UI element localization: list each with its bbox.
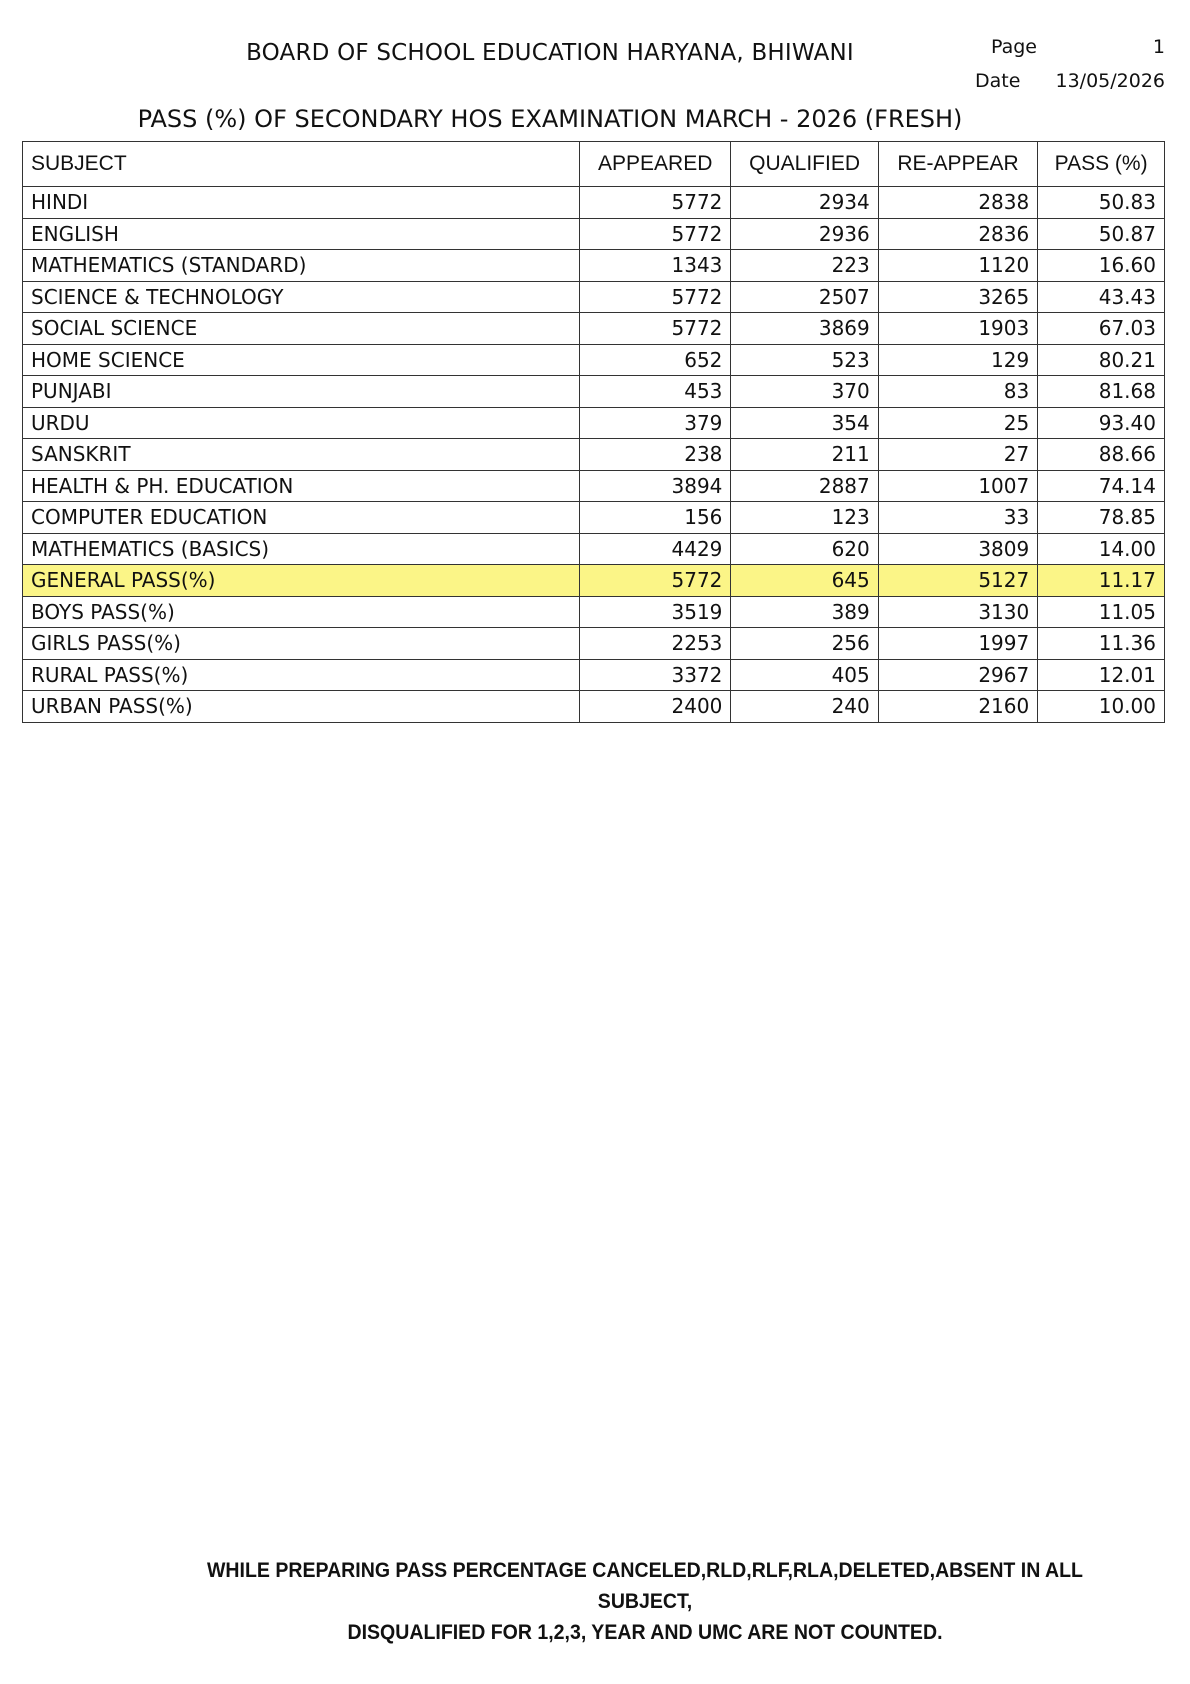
cell-pass: 11.17 bbox=[1038, 565, 1165, 597]
cell-subject: PUNJABI bbox=[23, 376, 580, 408]
cell-appeared: 156 bbox=[580, 502, 731, 534]
cell-reappear: 33 bbox=[878, 502, 1037, 534]
cell-subject: MATHEMATICS (BASICS) bbox=[23, 533, 580, 565]
cell-appeared: 2253 bbox=[580, 628, 731, 660]
cell-subject: GENERAL PASS(%) bbox=[23, 565, 580, 597]
cell-subject: URDU bbox=[23, 407, 580, 439]
table-row bbox=[23, 344, 1165, 376]
table-row bbox=[23, 218, 1165, 250]
table-row bbox=[23, 281, 1165, 313]
cell-appeared: 5772 bbox=[580, 187, 731, 219]
cell-pass: 43.43 bbox=[1038, 281, 1165, 313]
table-row bbox=[23, 659, 1165, 691]
cell-qualified: 620 bbox=[731, 533, 878, 565]
cell-reappear: 5127 bbox=[878, 565, 1037, 597]
cell-qualified: 645 bbox=[731, 565, 878, 597]
cell-reappear: 1007 bbox=[878, 470, 1037, 502]
cell-pass: 67.03 bbox=[1038, 313, 1165, 345]
table-row bbox=[23, 376, 1165, 408]
table-row bbox=[23, 439, 1165, 471]
table-row bbox=[23, 565, 1165, 597]
cell-subject: HINDI bbox=[23, 187, 580, 219]
cell-pass: 16.60 bbox=[1038, 250, 1165, 282]
cell-appeared: 3894 bbox=[580, 470, 731, 502]
cell-pass: 78.85 bbox=[1038, 502, 1165, 534]
cell-reappear: 3265 bbox=[878, 281, 1037, 313]
board-title: BOARD OF SCHOOL EDUCATION HARYANA, BHIWANI bbox=[246, 40, 854, 66]
column-header-qualified: QUALIFIED bbox=[731, 142, 878, 187]
cell-appeared: 3372 bbox=[580, 659, 731, 691]
cell-appeared: 4429 bbox=[580, 533, 731, 565]
cell-reappear: 27 bbox=[878, 439, 1037, 471]
date-row bbox=[975, 64, 1165, 98]
cell-qualified: 405 bbox=[731, 659, 878, 691]
cell-reappear: 129 bbox=[878, 344, 1037, 376]
cell-subject: SOCIAL SCIENCE bbox=[23, 313, 580, 345]
report-title: PASS (%) OF SECONDARY HOS EXAMINATION MARCH - 2026 (FRESH) bbox=[137, 105, 963, 133]
cell-reappear: 2836 bbox=[878, 218, 1037, 250]
table-row bbox=[23, 533, 1165, 565]
page-number: 1 bbox=[1152, 36, 1165, 58]
cell-pass: 11.05 bbox=[1038, 596, 1165, 628]
cell-pass: 14.00 bbox=[1038, 533, 1165, 565]
cell-qualified: 354 bbox=[731, 407, 878, 439]
cell-qualified: 2934 bbox=[731, 187, 878, 219]
cell-appeared: 379 bbox=[580, 407, 731, 439]
cell-pass: 50.83 bbox=[1038, 187, 1165, 219]
cell-pass: 11.36 bbox=[1038, 628, 1165, 660]
page-label: Page bbox=[991, 36, 1037, 58]
cell-pass: 12.01 bbox=[1038, 659, 1165, 691]
footnote-line-2: DISQUALIFIED FOR 1,2,3, YEAR AND UMC ARE NOT COUNTED. bbox=[347, 1621, 943, 1644]
table-row bbox=[23, 250, 1165, 282]
cell-reappear: 2160 bbox=[878, 691, 1037, 723]
column-header-reappear: RE-APPEAR bbox=[878, 142, 1037, 187]
cell-appeared: 5772 bbox=[580, 218, 731, 250]
cell-subject: BOYS PASS(%) bbox=[23, 596, 580, 628]
column-header-pass: PASS (%) bbox=[1038, 142, 1165, 187]
results-table bbox=[22, 141, 1165, 723]
cell-appeared: 652 bbox=[580, 344, 731, 376]
cell-pass: 81.68 bbox=[1038, 376, 1165, 408]
cell-appeared: 238 bbox=[580, 439, 731, 471]
cell-appeared: 1343 bbox=[580, 250, 731, 282]
cell-appeared: 5772 bbox=[580, 565, 731, 597]
cell-qualified: 389 bbox=[731, 596, 878, 628]
table-row bbox=[23, 187, 1165, 219]
cell-pass: 80.21 bbox=[1038, 344, 1165, 376]
cell-subject: SANSKRIT bbox=[23, 439, 580, 471]
cell-subject: ENGLISH bbox=[23, 218, 580, 250]
table-body bbox=[23, 187, 1165, 723]
cell-qualified: 370 bbox=[731, 376, 878, 408]
cell-subject: RURAL PASS(%) bbox=[23, 659, 580, 691]
cell-appeared: 453 bbox=[580, 376, 731, 408]
cell-subject: URBAN PASS(%) bbox=[23, 691, 580, 723]
cell-appeared: 2400 bbox=[580, 691, 731, 723]
cell-qualified: 2936 bbox=[731, 218, 878, 250]
table-row bbox=[23, 691, 1165, 723]
cell-subject: SCIENCE & TECHNOLOGY bbox=[23, 281, 580, 313]
cell-appeared: 5772 bbox=[580, 313, 731, 345]
page-number-row bbox=[975, 30, 1165, 64]
cell-reappear: 1120 bbox=[878, 250, 1037, 282]
cell-qualified: 256 bbox=[731, 628, 878, 660]
table-row bbox=[23, 470, 1165, 502]
date-value: 13/05/2026 bbox=[1055, 70, 1165, 92]
cell-qualified: 240 bbox=[731, 691, 878, 723]
cell-reappear: 1997 bbox=[878, 628, 1037, 660]
footnote bbox=[166, 1555, 1124, 1648]
page-meta bbox=[975, 30, 1165, 98]
table-row bbox=[23, 407, 1165, 439]
cell-reappear: 25 bbox=[878, 407, 1037, 439]
cell-qualified: 3869 bbox=[731, 313, 878, 345]
cell-qualified: 123 bbox=[731, 502, 878, 534]
date-label: Date bbox=[975, 70, 1021, 92]
cell-pass: 74.14 bbox=[1038, 470, 1165, 502]
table-row bbox=[23, 313, 1165, 345]
cell-subject: COMPUTER EDUCATION bbox=[23, 502, 580, 534]
cell-qualified: 2507 bbox=[731, 281, 878, 313]
cell-reappear: 3130 bbox=[878, 596, 1037, 628]
cell-qualified: 211 bbox=[731, 439, 878, 471]
table-row bbox=[23, 628, 1165, 660]
cell-reappear: 2967 bbox=[878, 659, 1037, 691]
footnote-line-1: WHILE PREPARING PASS PERCENTAGE CANCELED,RLD,RLF,RLA,DELETED,ABSENT IN ALL SUBJECT, bbox=[206, 1559, 1083, 1613]
cell-subject: HOME SCIENCE bbox=[23, 344, 580, 376]
cell-qualified: 2887 bbox=[731, 470, 878, 502]
column-header-subject: SUBJECT bbox=[23, 142, 580, 187]
table-row bbox=[23, 596, 1165, 628]
cell-appeared: 5772 bbox=[580, 281, 731, 313]
column-header-appeared: APPEARED bbox=[580, 142, 731, 187]
table-row bbox=[23, 502, 1165, 534]
cell-reappear: 2838 bbox=[878, 187, 1037, 219]
cell-pass: 10.00 bbox=[1038, 691, 1165, 723]
cell-pass: 50.87 bbox=[1038, 218, 1165, 250]
cell-pass: 93.40 bbox=[1038, 407, 1165, 439]
cell-qualified: 523 bbox=[731, 344, 878, 376]
table-header-row bbox=[23, 142, 1165, 187]
cell-subject: MATHEMATICS (STANDARD) bbox=[23, 250, 580, 282]
cell-subject: GIRLS PASS(%) bbox=[23, 628, 580, 660]
cell-reappear: 83 bbox=[878, 376, 1037, 408]
cell-qualified: 223 bbox=[731, 250, 878, 282]
cell-subject: HEALTH & PH. EDUCATION bbox=[23, 470, 580, 502]
cell-reappear: 3809 bbox=[878, 533, 1037, 565]
cell-reappear: 1903 bbox=[878, 313, 1037, 345]
cell-appeared: 3519 bbox=[580, 596, 731, 628]
cell-pass: 88.66 bbox=[1038, 439, 1165, 471]
